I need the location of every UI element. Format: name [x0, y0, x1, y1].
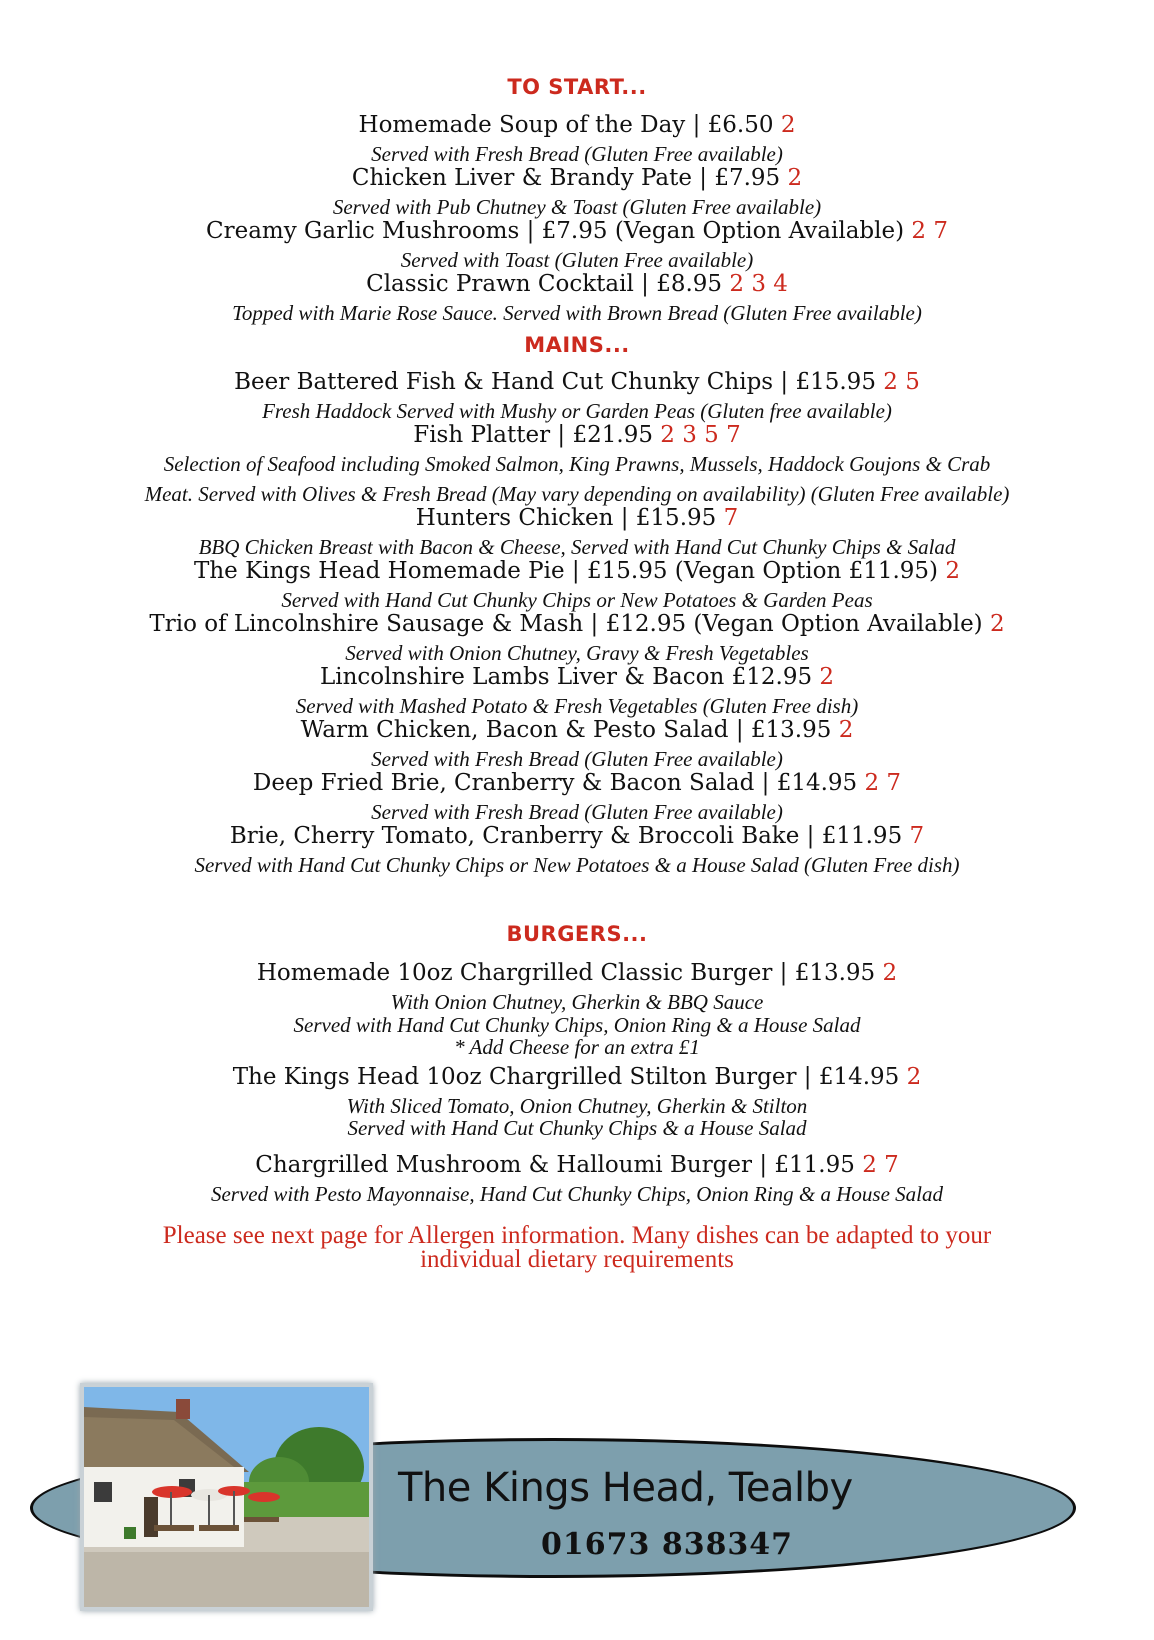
dish-name: Classic Prawn Cocktail | £8.95 2 3 4 [366, 271, 788, 297]
dish-description: Meat. Served with Olives & Fresh Bread (May vary depending on availability) (Gluten Free available) [144, 482, 1010, 506]
dish-name: Creamy Garlic Mushrooms | £7.95 (Vegan Option Available) 2 7 [206, 218, 948, 244]
section-title-mains: MAINS... [524, 333, 630, 357]
allergen-codes: 7 [909, 823, 925, 849]
dish-name: The Kings Head Homemade Pie | £15.95 (Vegan Option £11.95) 2 [194, 558, 960, 584]
dish-description: Served with Fresh Bread (Gluten Free available) [371, 142, 783, 166]
allergen-codes: 2 3 5 7 [660, 422, 741, 448]
dish-name: Chicken Liver & Brandy Pate | £7.95 2 [351, 165, 803, 191]
dish-description: With Onion Chutney, Gherkin & BBQ Sauce [390, 990, 764, 1014]
allergen-codes: 7 [723, 505, 739, 531]
allergen-codes: 2 [945, 558, 960, 584]
dish-description: Selection of Seafood including Smoked Salmon, King Prawns, Mussels, Haddock Goujons & Crab [163, 452, 991, 476]
allergen-codes: 2 3 4 [729, 271, 788, 297]
dish-description: BBQ Chicken Breast with Bacon & Cheese, Served with Hand Cut Chunky Chips & Salad [198, 535, 956, 559]
dish-name: Chargrilled Mushroom & Halloumi Burger | £11.95 2 7 [255, 1152, 899, 1178]
dish-name: Homemade Soup of the Day | £6.50 2 [358, 112, 796, 138]
dish-description: Served with Onion Chutney, Gravy & Fresh Vegetables [345, 641, 809, 665]
dish-description: Served with Mashed Potato & Fresh Vegetables (Gluten Free dish) [295, 694, 859, 718]
dish-name: Beer Battered Fish & Hand Cut Chunky Chips | £15.95 2 5 [234, 369, 920, 395]
allergen-note-line: Please see next page for Allergen information. Many dishes can be adapted to your [162, 1222, 992, 1249]
allergen-codes: 2 7 [862, 1152, 899, 1178]
dish-description: Served with Hand Cut Chunky Chips & a House Salad [347, 1116, 807, 1140]
allergen-codes: 2 [906, 1064, 922, 1090]
dish-name: Deep Fried Brie, Cranberry & Bacon Salad | £14.95 2 7 [252, 770, 902, 796]
dish-description: Fresh Haddock Served with Mushy or Garden Peas (Gluten free available) [262, 399, 892, 423]
dish-description: With Sliced Tomato, Onion Chutney, Gherkin & Stilton [346, 1094, 808, 1118]
allergen-codes: 2 7 [864, 770, 902, 796]
dish-name: Warm Chicken, Bacon & Pesto Salad | £13.95 2 [300, 717, 854, 743]
allergen-codes: 2 7 [911, 218, 948, 244]
dish-description: Served with Pesto Mayonnaise, Hand Cut Chunky Chips, Onion Ring & a House Salad [210, 1182, 944, 1206]
dish-name: Hunters Chicken | £15.95 7 [415, 505, 739, 531]
dish-name: Homemade 10oz Chargrilled Classic Burger | £13.95 2 [256, 960, 898, 986]
dish-name: Fish Platter | £21.95 2 3 5 7 [413, 422, 741, 448]
dish-description: Served with Hand Cut Chunky Chips or New Potatoes & a House Salad (Gluten Free dish) [194, 853, 960, 877]
dish-name: The Kings Head 10oz Chargrilled Stilton Burger | £14.95 2 [232, 1064, 922, 1090]
pub-photo [80, 1383, 373, 1611]
dish-description: * Add Cheese for an extra £1 [454, 1035, 700, 1059]
pub-name: The Kings Head, Tealby [398, 1465, 853, 1511]
dish-description: Served with Hand Cut Chunky Chips or New Potatoes & Garden Peas [281, 588, 873, 612]
dish-description: Served with Toast (Gluten Free available) [400, 248, 754, 272]
dish-name: Trio of Lincolnshire Sausage & Mash | £12.95 (Vegan Option Available) 2 [149, 611, 1005, 637]
dish-description: Served with Fresh Bread (Gluten Free available) [371, 747, 783, 771]
allergen-codes: 2 [780, 112, 796, 138]
phone-number: 01673 838347 [541, 1527, 794, 1562]
allergen-codes: 2 [989, 611, 1005, 637]
allergen-note-line: individual dietary requirements [420, 1246, 734, 1273]
section-title-burgers: BURGERS... [506, 922, 648, 946]
allergen-codes: 2 [882, 960, 898, 986]
allergen-codes: 2 5 [883, 369, 920, 395]
dish-name: Lincolnshire Lambs Liver & Bacon £12.95 2 [319, 664, 835, 690]
dish-description: Served with Hand Cut Chunky Chips, Onion Ring & a House Salad [293, 1013, 861, 1037]
dish-description: Served with Pub Chutney & Toast (Gluten Free available) [332, 195, 822, 219]
allergen-codes: 2 [838, 717, 854, 743]
allergen-codes: 2 [787, 165, 803, 191]
section-title-start: TO START... [507, 75, 647, 99]
dish-description: Topped with Marie Rose Sauce. Served with Brown Bread (Gluten Free available) [232, 301, 922, 325]
dish-description: Served with Fresh Bread (Gluten Free available) [371, 800, 783, 824]
dish-name: Brie, Cherry Tomato, Cranberry & Broccoli Bake | £11.95 7 [229, 823, 925, 849]
allergen-codes: 2 [819, 664, 835, 690]
